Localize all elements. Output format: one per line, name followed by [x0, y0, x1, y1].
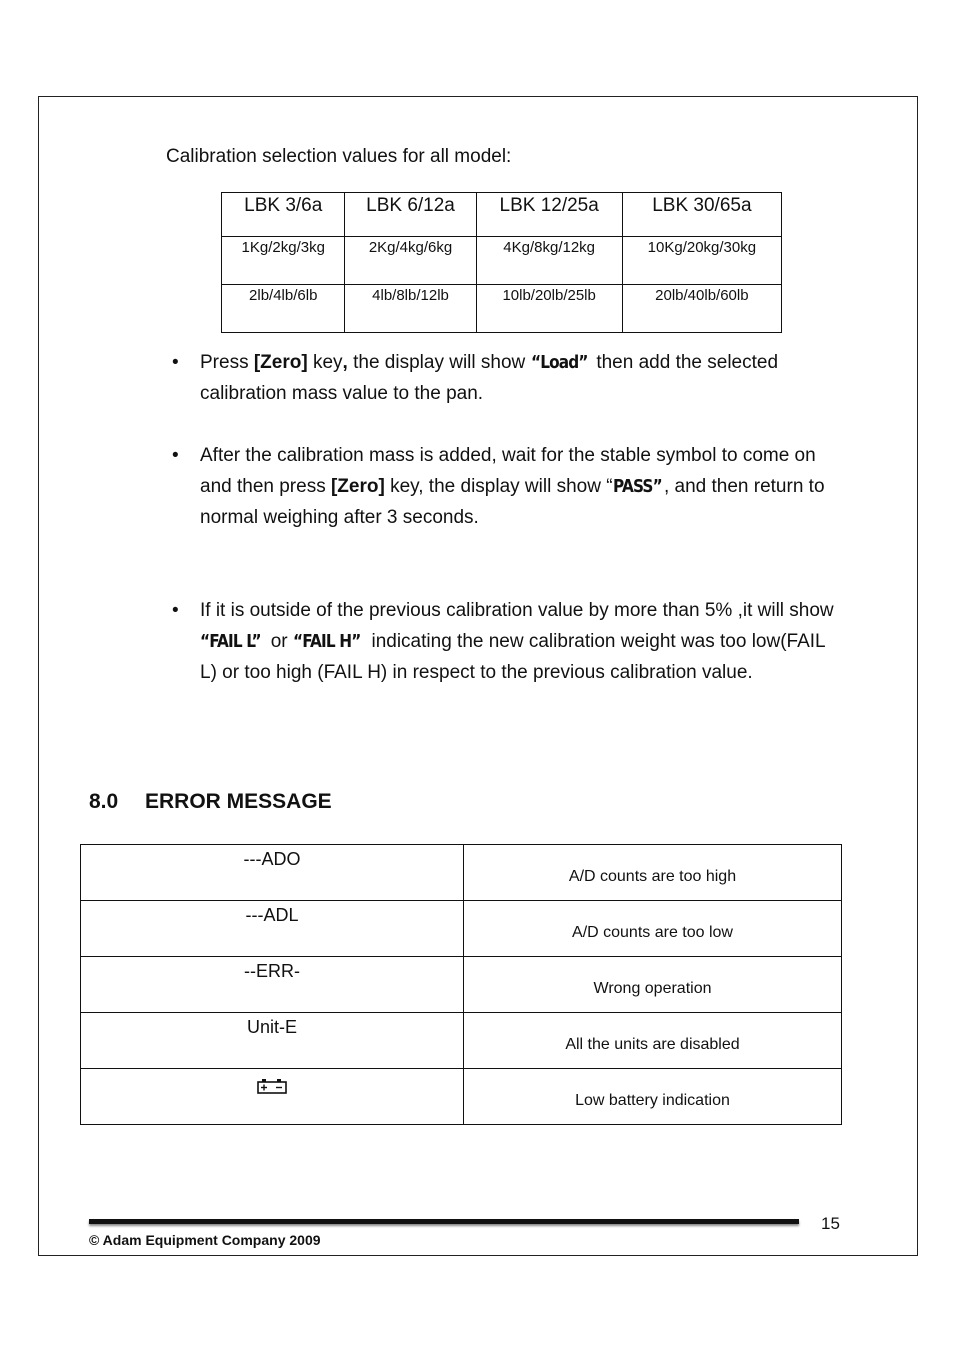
- display-text: “FAIL H”: [292, 631, 361, 652]
- table-cell: 10Kg/20kg/30kg: [622, 237, 781, 285]
- error-code: ---ADL: [81, 901, 464, 957]
- key-name: [Zero]: [253, 352, 308, 373]
- battery-icon: [256, 1077, 288, 1100]
- instruction-list: [172, 347, 837, 688]
- table-row: [222, 237, 782, 285]
- error-description: A/D counts are too low: [464, 901, 842, 957]
- footer-rule: [89, 1219, 799, 1224]
- bullet-text: ,: [342, 352, 348, 373]
- error-code: --ERR-: [81, 957, 464, 1013]
- key-name: [Zero]: [330, 476, 385, 497]
- bullet-text: Press: [200, 352, 254, 373]
- table-row: [81, 1013, 842, 1069]
- calibration-table: [221, 192, 782, 333]
- error-description: All the units are disabled: [464, 1013, 842, 1069]
- error-code: [81, 1069, 464, 1125]
- table-header-row: [222, 193, 782, 237]
- table-row: [81, 1069, 842, 1125]
- display-text: PASS”: [612, 476, 662, 497]
- table-header: LBK 3/6a: [222, 193, 345, 237]
- error-description: A/D counts are too high: [464, 845, 842, 901]
- table-cell: 1Kg/2kg/3kg: [222, 237, 345, 285]
- section-number: 8.0: [89, 790, 119, 813]
- bullet-text: then add the selected calibration mass value to the pan.: [200, 352, 779, 404]
- table-cell: 4lb/8lb/12lb: [345, 285, 476, 333]
- error-message-table: [80, 844, 842, 1125]
- table-row: [222, 285, 782, 333]
- section-heading: [89, 790, 332, 814]
- bullet-text: or: [265, 631, 293, 652]
- table-cell: 2Kg/4kg/6kg: [345, 237, 476, 285]
- table-row: [81, 901, 842, 957]
- table-row: [81, 957, 842, 1013]
- table-header: LBK 30/65a: [622, 193, 781, 237]
- error-code: ---ADO: [81, 845, 464, 901]
- error-description: Wrong operation: [464, 957, 842, 1013]
- bullet-text: If it is outside of the previous calibration value by more than 5% ,it will show: [200, 600, 834, 621]
- error-description: Low battery indication: [464, 1069, 842, 1125]
- copyright-text: © Adam Equipment Company 2009: [89, 1232, 321, 1248]
- bullet-text: , and then return to normal weighing after 3 seconds.: [200, 476, 825, 528]
- section-title: ERROR MESSAGE: [145, 790, 332, 813]
- error-code: Unit-E: [81, 1013, 464, 1069]
- bullet-text: key, the display will show “: [384, 476, 613, 497]
- display-text: “FAIL L”: [200, 631, 261, 652]
- table-row: [81, 845, 842, 901]
- bullet-text: After the calibration mass is added, wait for the stable symbol to come on and then press: [200, 445, 816, 497]
- bullet-text: key: [307, 352, 343, 373]
- table-cell: 10lb/20lb/25lb: [476, 285, 622, 333]
- bullet-item: [172, 347, 837, 409]
- table-cell: 2lb/4lb/6lb: [222, 285, 345, 333]
- table-cell: 20lb/40lb/60lb: [622, 285, 781, 333]
- intro-text: Calibration selection values for all model:: [166, 146, 512, 167]
- bullet-text: indicating the new calibration weight was too low(FAIL L) or too high (FAIL H) in respect to the previous calibration value.: [200, 631, 825, 683]
- table-header: LBK 12/25a: [476, 193, 622, 237]
- display-text: “Load”: [530, 352, 588, 373]
- bullet-item: [172, 595, 837, 688]
- table-cell: 4Kg/8kg/12kg: [476, 237, 622, 285]
- bullet-text: the display will show: [347, 352, 531, 373]
- bullet-item: [172, 440, 837, 533]
- page-number: 15: [821, 1214, 840, 1233]
- table-header: LBK 6/12a: [345, 193, 476, 237]
